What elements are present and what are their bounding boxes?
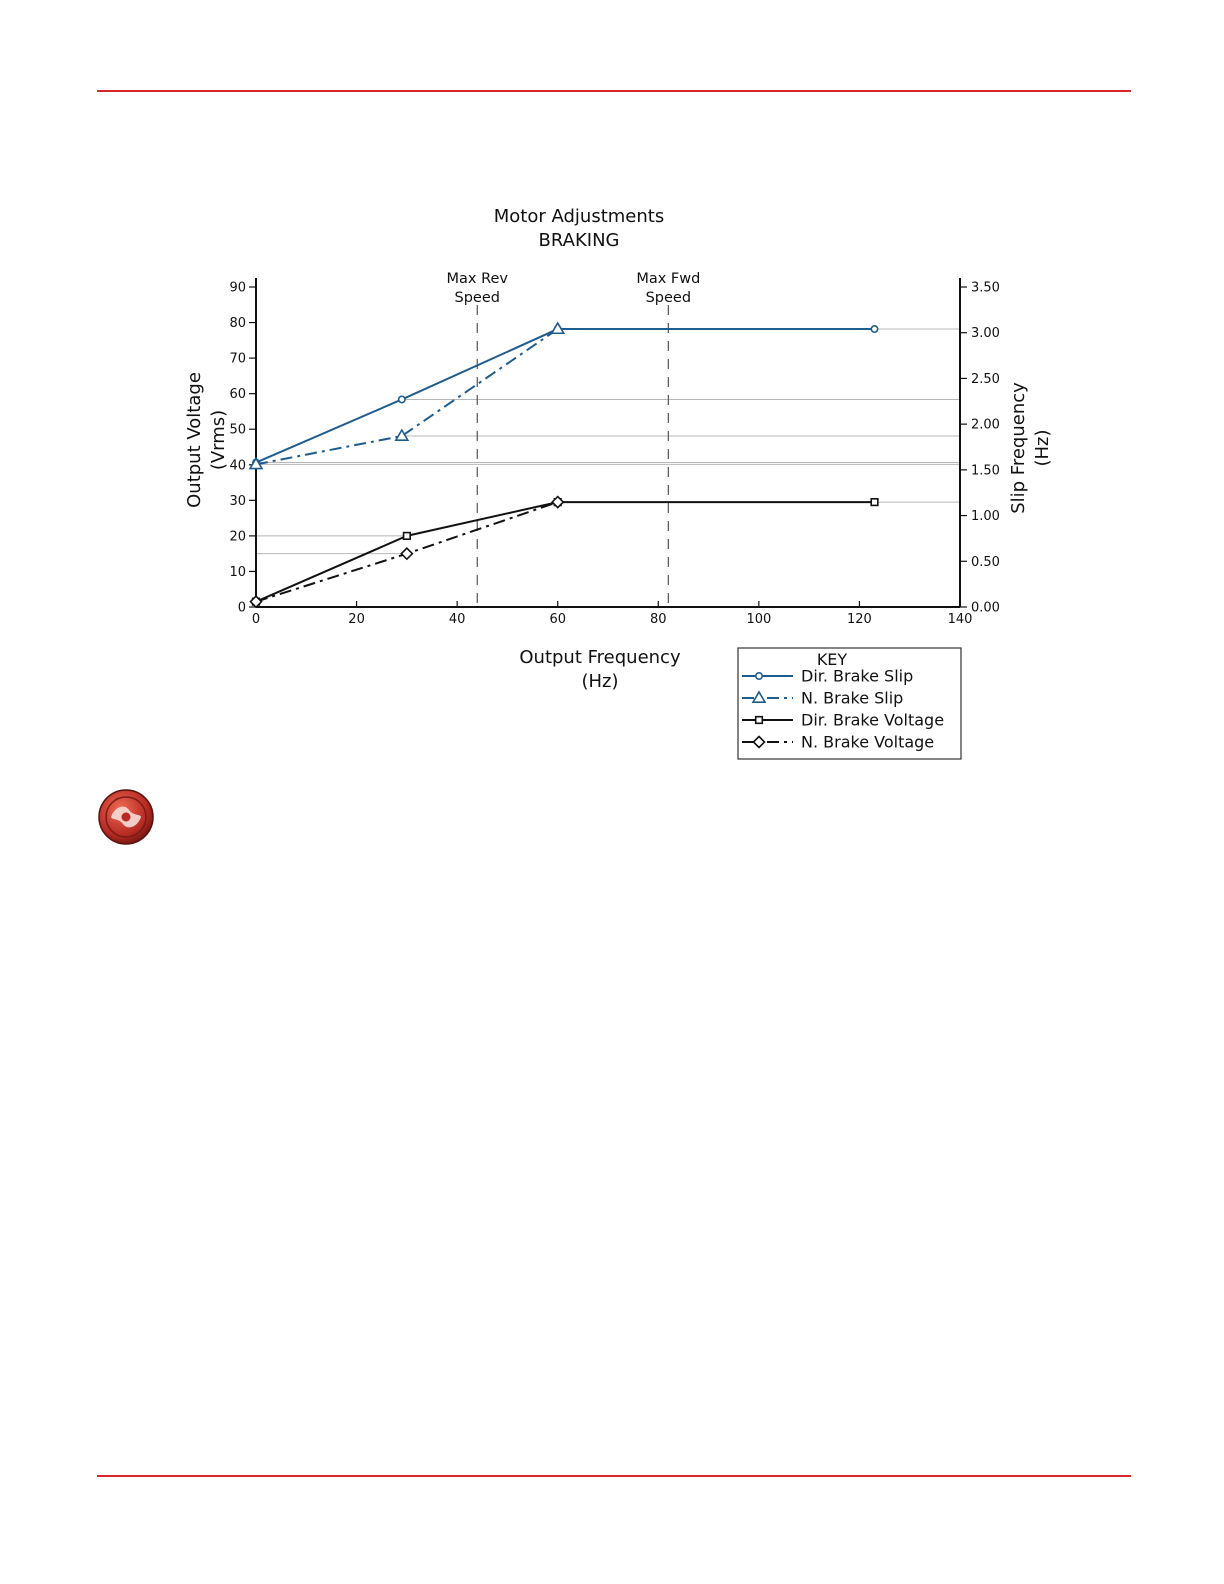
chart-subtitle: BRAKING [538,230,620,251]
y-tick-label: 50 [229,422,246,438]
reference-label: Speed [645,290,692,306]
x-tick-label: 0 [251,612,261,627]
series-line-dir-brake-voltage [256,502,875,602]
x-tick-label: 60 [549,612,566,627]
y-tick-label: 20 [229,529,246,545]
x-tick-label: 20 [348,612,365,627]
legend [738,648,961,759]
y-axis-unit: (Vrms) [208,409,229,471]
series-line-dir-brake-slip [256,329,875,462]
x-tick-label: 140 [947,612,973,627]
y-tick-label: 10 [229,564,246,580]
y2-tick-label: 1.00 [971,509,1000,525]
reference-label: Speed [454,290,500,306]
data-point-dir-brake-slip [871,326,877,332]
x-tick-label: 100 [746,612,772,627]
x-tick-label: 80 [650,612,667,627]
legend-label-n-brake-voltage: N. Brake Voltage [801,732,935,752]
legend-marker-dir-brake-slip [756,673,762,679]
y-tick-label: 60 [229,387,246,403]
data-point-dir-brake-voltage [404,533,411,540]
data-point-dir-brake-slip [399,396,405,402]
x-tick-label: 120 [847,612,872,627]
legend-label-n-brake-slip: N. Brake Slip [801,688,904,708]
reference-label: Max Rev [446,271,509,287]
company-logo-icon [97,788,155,846]
y2-tick-label: 2.50 [971,371,1000,387]
data-point-dir-brake-voltage [871,499,878,506]
y2-tick-label: 3.50 [971,280,1000,296]
footer-rule [97,1475,1131,1477]
x-axis-title: Output Frequency [519,647,681,668]
legend-title: KEY [816,650,848,669]
y-tick-label: 70 [229,351,246,367]
y2-tick-label: 3.00 [971,326,1000,342]
y-tick-label: 30 [229,493,246,509]
x-tick-label: 40 [448,612,466,627]
chart-title: Motor Adjustments [493,206,665,227]
data-point-n-brake-voltage [401,548,412,559]
y2-tick-label: 1.50 [971,463,1000,479]
y-tick-label: 80 [229,316,246,332]
x-axis-unit: (Hz) [581,671,619,692]
data-point-n-brake-slip [396,430,408,440]
legend-label-dir-brake-slip: Dir. Brake Slip [801,666,914,686]
y-tick-label: 90 [229,280,246,296]
reference-label: Max Fwd [636,271,701,287]
legend-marker-dir-brake-voltage [756,717,763,724]
y2-tick-label: 2.00 [971,417,1000,433]
y2-tick-label: 0.50 [971,554,1000,570]
legend-label-dir-brake-voltage: Dir. Brake Voltage [801,710,945,730]
y-tick-label: 40 [229,458,246,474]
y-tick-label: 0 [237,600,246,616]
y2-axis-unit: (Hz) [1032,429,1053,467]
y2-tick-label: 0.00 [971,600,1000,616]
y-axis-title: Output Voltage [184,372,205,508]
y2-axis-title: Slip Frequency [1008,382,1029,514]
